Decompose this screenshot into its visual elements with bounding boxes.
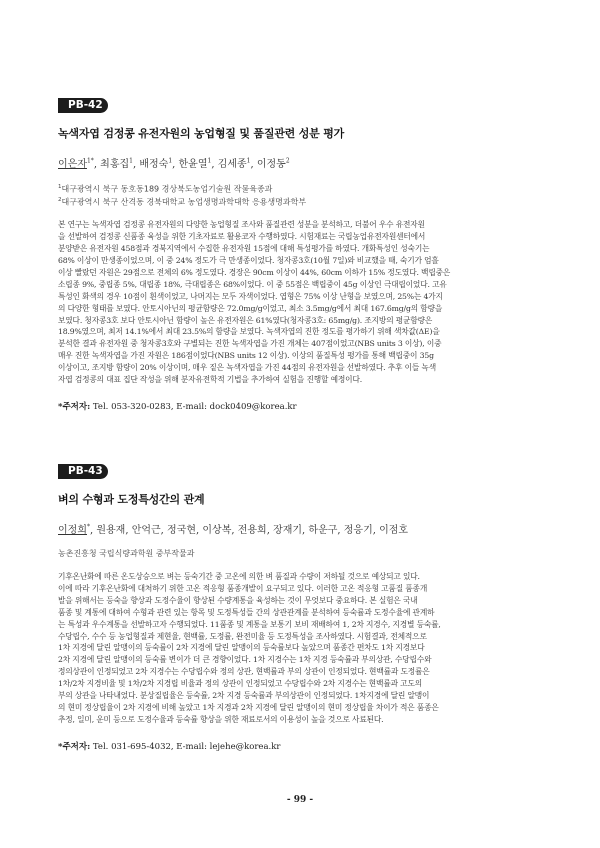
- body-line: 18.9%였으며, 최저 14.1%에서 최대 23.5%의 함량을 보였다. 녹색자엽의 진한 정도를 평가하기 위해 색차값(ΔE)을: [58, 327, 440, 337]
- coauthor: 정국현: [167, 525, 197, 536]
- body-line: 는 특성과 우수계통을 선발하고자 수행되었다. 11품종 및 계통을 보통기 보비 재배하여 1, 2차 지경수, 지경별 등숙률,: [58, 619, 441, 629]
- body-line: 의 다양한 형태를 보였다. 안토시아닌의 평균함량은 72.0mg/g이었고, 최소 3.5mg/g에서 최대 167.6mg/g의 함량을: [58, 303, 443, 313]
- coauthor: 원용재: [96, 525, 126, 536]
- coauthor: 배정숙: [139, 159, 169, 170]
- abstract-title: 벼의 수형과 도정특성간의 관계: [58, 493, 205, 506]
- coauthor: 이상복: [202, 525, 232, 536]
- body-line: 수당립수, 수수 등 농업형질과 제현율, 현백률, 도정률, 완전미율 등 도정특성을 조사하였다. 시험결과, 전체적으로: [58, 631, 427, 641]
- coauthor-mark: 1: [246, 157, 251, 165]
- abstract-code-badge: PB-42: [58, 98, 108, 113]
- abstract-pb-43: [58, 459, 544, 752]
- body-line: 본 연구는 녹색자엽 검정콩 유전자원의 다양한 농업형질 조사와 품질관련 성분을 분석하고, 더불어 우수 유전자원: [58, 220, 425, 230]
- abstract-body: [58, 219, 544, 386]
- body-line: 이에 따라 기후온난화에 대처하기 위한 고온 적응형 품종개발이 요구되고 있다. 이러한 고온 적응형 고품질 품종개: [58, 583, 428, 593]
- body-line: 분양받은 유전자원 458점과 경북지역에서 수집한 유전자원 15점에 대해 특성평가를 하였다. 개화특성인 성숙기는: [58, 244, 430, 254]
- body-line: 을 선발하여 검정콩 신품종 육성을 위한 기초자료로 활용코자 수행하였다. 시험재료는 국립농업유전자원센터에서: [58, 232, 426, 242]
- page-number: - 99 -: [286, 795, 314, 805]
- body-line: 품종 및 계통에 대하여 수형과 관련 있는 항목 및 도정특성들 간의 상관관계를 분석하여 등숙률과 도정수율에 관계하: [58, 607, 435, 617]
- body-line: 분석한 결과 유전자원 중 청자콩3호와 구별되는 진한 녹색자엽을 가진 개체는 407점이었고(NBS units 3 이상), 이중: [58, 339, 442, 349]
- body-line: 의 현미 정상립율이 2차 지경에 비해 높았고 1차 지경과 2차 지경에 달린 알맹이의 현미 정상립율 차이가 적은 품종은: [58, 702, 439, 712]
- body-line: 기후온난화에 따른 온도상승으로 벼는 등숙기간 중 고온에 의한 벼 품질과 수량이 저하될 것으로 예상되고 있다.: [58, 572, 420, 581]
- coauthor: 김세종: [217, 159, 247, 170]
- body-line: 정의상관이 인정되었고 2차 지경수는 수당립수와 정의 상관, 현백률과 부의 상관이 인정되었다. 현백률과 도정률은: [58, 667, 430, 677]
- contact-label: *주저자:: [58, 741, 91, 752]
- affiliation-list: [58, 182, 544, 207]
- body-line: 자엽 검정콩의 대표 집단 작성을 위해 분자유전학적 기법을 추가하여 실험을 진행할 예정이다.: [58, 375, 363, 385]
- contact-details: Tel. 031-695-4032, E-mail: lejehe@korea.kr: [92, 741, 281, 752]
- affiliation-list: [58, 548, 544, 559]
- affiliation-text: 대구광역시 북구 산격동 경북대학교 농업생명과학대학 응용생명과학부: [61, 197, 307, 207]
- first-author-mark: *: [86, 523, 90, 531]
- body-line: 발을 위해서는 등숙을 향상과 도정수율이 향상된 수량계통을 육성하는 것이 무엇보다 중요하다. 본 실험은 국내: [58, 595, 418, 605]
- affiliation: [58, 548, 544, 559]
- body-line: 1차/2차 지경비율 및 1차/2차 지경립 비율과 정의 상관이 인정되었고 수당립수와 2차 지경수는 현백률과 고도의: [58, 679, 423, 689]
- abstract-title: 녹색자엽 검정콩 유전자원의 농업형질 및 품질관련 성분 평가: [58, 127, 345, 140]
- abstract-code-badge: PB-43: [58, 464, 108, 479]
- coauthor: 전용희: [237, 525, 267, 536]
- coauthor: 안억근: [131, 525, 161, 536]
- coauthor: 이점호: [379, 525, 409, 536]
- body-line: 소립종 9%, 중립종 5%, 대립종 18%, 극대립종은 68%이었다. 이 중 55점은 백립중이 45g 이상인 극대립이었다. 고유: [58, 279, 447, 289]
- abstract-pb-42: [58, 93, 544, 412]
- first-author-mark: 1*: [86, 157, 94, 165]
- coauthor-mark: 1: [207, 157, 212, 165]
- coauthor: 정응기: [343, 525, 373, 536]
- abstract-body: [58, 571, 544, 726]
- body-line: 1차 지경에 달린 알맹이의 등숙률이 2차 지경에 달린 알맹이의 등숙률보다 높았으며 품종간 편차도 1차 지경보다: [58, 643, 425, 653]
- coauthor: 이정동: [256, 159, 286, 170]
- body-line: 보였다. 청자콩3호 보다 안토시아닌 함량이 높은 유전자원은 61%였다(청자콩3호: 65mg/g). 조지방의 평균함량은: [58, 315, 433, 325]
- coauthor: 장재기: [273, 525, 303, 536]
- contact-label: *주저자:: [58, 402, 91, 412]
- body-line: 부의 상관을 나타내었다. 분상질립율은 등숙률, 2차 지경 등숙률과 부의상관이 인정되었다. 1차지경에 달린 알맹이: [58, 691, 430, 701]
- coauthor: 하운구: [308, 525, 338, 536]
- corresponding-author-contact: [58, 400, 544, 412]
- coauthor-mark: 2: [285, 157, 290, 165]
- corresponding-author-contact: [58, 740, 544, 752]
- body-line: 이상 빨랐던 자원은 29점으로 전체의 6% 정도였다. 경장은 90cm 이상이 44%, 60cm 이하가 15% 정도였다. 백립중은: [58, 267, 451, 277]
- affiliation-mark: 1: [58, 184, 62, 190]
- first-author: 이정희: [58, 525, 87, 536]
- coauthor: 최홍집: [100, 159, 130, 170]
- author-list: 이은자$^{1*}$, 최홍집$^1$, 배정숙$^1$, 한윤열$^1$, 김세종$^1$, 이정동$^2$: [58, 157, 290, 170]
- coauthor: 한윤열: [178, 159, 208, 170]
- affiliation: [58, 195, 544, 208]
- coauthor-mark: 1: [168, 157, 173, 165]
- affiliation: [58, 182, 544, 195]
- affiliation-mark: 2: [58, 196, 62, 203]
- body-line: 특성인 화색의 경우 10점이 흰색이었고, 나머지는 모두 자색이었다. 엽형은 75% 이상 난형을 보였으며, 25%는 4가지: [58, 291, 443, 301]
- affiliation-text: 대구광역시 북구 동호동189 경상북도농업기술원 작물육종과: [61, 184, 273, 194]
- body-line: 68% 이상이 만생종이었으며, 이 중 24% 정도가 극 만생종이었다. 청자콩3호(10월 7일)와 비교했을 때, 숙기가 엄흘: [58, 256, 439, 266]
- contact-details: Tel. 053-320-0283, E-mail: dock0409@korea.kr: [92, 402, 297, 412]
- coauthor-mark: 1: [129, 157, 133, 165]
- author-list: 이정희*, 원용재, 안억근, 정국현, 이상복, 전용희, 장재기, 하운구, 정응기, 이점호: [58, 523, 409, 536]
- body-line: 이상이고, 조지방 함량이 20% 이상이며, 매우 짙은 녹색자엽을 가진 44점의 유전자원을 선발하였다. 추후 이들 녹색: [58, 363, 436, 373]
- body-line: 추정, 일미, 운미 등으로 도정수율과 등숙률 향상을 위한 재료로서의 이용성이 높을 것으로 사료된다.: [58, 714, 384, 724]
- body-line: 매우 진한 녹색자엽을 가진 자원은 186점이었다(NBS units 12 이상). 이상의 품질특성 평가를 통해 백립중이 35g: [58, 351, 434, 361]
- first-author: 이은자: [58, 159, 87, 170]
- body-line: 2차 지경에 달린 알맹이의 등숙률 변이가 더 큰 경향이었다. 1차 지경수는 1차 지경 등숙률과 부의상관, 수당립수와: [58, 655, 432, 665]
- affiliation-text: 농촌진흥청 국립식량과학원 중부작물과: [58, 549, 195, 558]
